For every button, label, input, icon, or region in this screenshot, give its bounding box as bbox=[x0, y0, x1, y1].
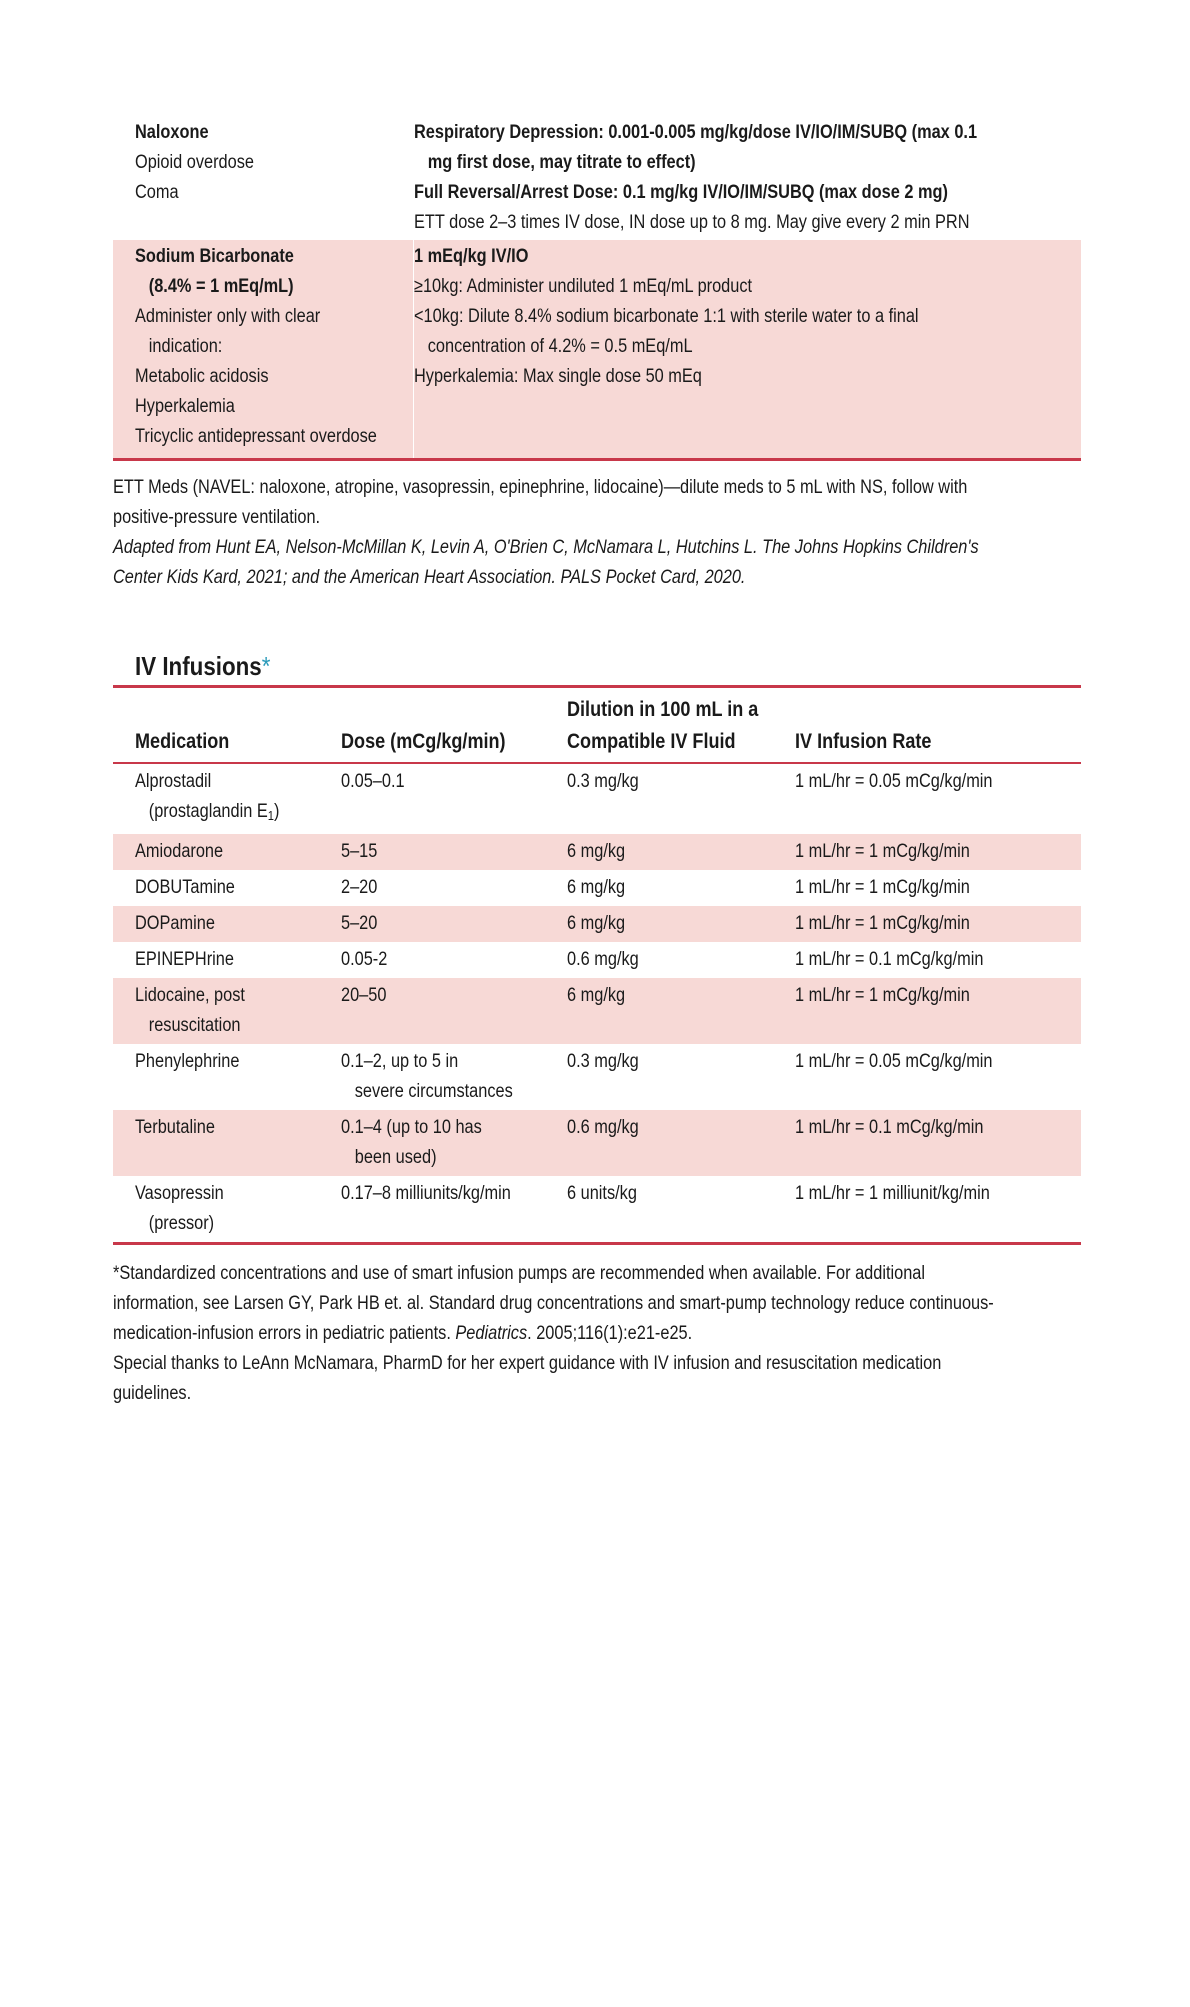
dilution-value: 0.6 mg/kg bbox=[567, 1117, 639, 1138]
dose-value: severe circumstances bbox=[354, 1081, 513, 1102]
indication: Metabolic acidosis bbox=[135, 366, 269, 387]
medication-name: Lidocaine, post bbox=[135, 985, 245, 1006]
dilution-value: 6 mg/kg bbox=[567, 877, 626, 898]
footnote-line: *Standardized concentrations and use of smart infusion pumps are recommended when available. For additional bbox=[113, 1263, 926, 1284]
indication: Hyperkalemia bbox=[135, 396, 235, 417]
medication-name: Vasopressin bbox=[135, 1183, 224, 1204]
column-header-medication: Medication bbox=[135, 730, 230, 753]
footnote-marker: * bbox=[261, 651, 271, 681]
table-row-sodium-bicarbonate bbox=[113, 240, 1081, 458]
dose-value: 5–15 bbox=[341, 841, 378, 862]
dose-text: Full Reversal/Arrest Dose: 0.1 mg/kg IV/IO/IM/SUBQ (max dose 2 mg) bbox=[414, 182, 948, 203]
medication-name: Alprostadil bbox=[135, 771, 212, 792]
dose-text: 1 mEq/kg IV/IO bbox=[414, 246, 529, 267]
ett-note-line: positive-pressure ventilation. bbox=[113, 507, 321, 528]
drug-name: Naloxone bbox=[135, 122, 209, 143]
dose-value: 0.17–8 milliunits/kg/min bbox=[341, 1183, 511, 1204]
table-row bbox=[113, 1044, 1081, 1110]
dose-value: 0.1–4 (up to 10 has bbox=[341, 1117, 482, 1138]
column-header-dose: Dose (mCg/kg/min) bbox=[341, 730, 506, 753]
indication: Coma bbox=[135, 182, 179, 203]
resuscitation-table bbox=[113, 118, 1081, 461]
medication-note: (pressor) bbox=[148, 1213, 215, 1234]
footnotes bbox=[113, 1259, 1081, 1409]
dose-value: 2–20 bbox=[341, 877, 378, 898]
column-header-dilution: Dilution in 100 mL in a bbox=[567, 698, 759, 721]
footnote-line: medication-infusion errors in pediatric patients. Pediatrics. 2005;116(1):e21-e25. bbox=[113, 1323, 693, 1344]
table-row bbox=[113, 764, 1081, 834]
table-header bbox=[113, 685, 1081, 762]
table-row bbox=[113, 1110, 1081, 1176]
medication-name: DOPamine bbox=[135, 913, 215, 934]
table-row bbox=[113, 906, 1081, 942]
page bbox=[113, 118, 1081, 1409]
table-row bbox=[113, 978, 1081, 1044]
table-row bbox=[113, 834, 1081, 870]
rate-value: 1 mL/hr = 0.05 mCg/kg/min bbox=[795, 1051, 993, 1072]
citation-line: Center Kids Kard, 2021; and the American Heart Association. PALS Pocket Card, 2020. bbox=[113, 567, 746, 588]
rate-value: 1 mL/hr = 0.1 mCg/kg/min bbox=[795, 1117, 984, 1138]
drug-name: Sodium Bicarbonate bbox=[135, 246, 294, 267]
medication-name: Amiodarone bbox=[135, 841, 224, 862]
rate-value: 1 mL/hr = 1 mCg/kg/min bbox=[795, 913, 970, 934]
dilution-value: 6 units/kg bbox=[567, 1183, 637, 1204]
medication-note: (prostaglandin $E_1$) bbox=[148, 801, 280, 823]
dose-value: 5–20 bbox=[341, 913, 378, 934]
column-header-dilution: Compatible IV Fluid bbox=[567, 730, 736, 753]
dilution-value: 0.6 mg/kg bbox=[567, 949, 639, 970]
medication-name: DOBUTamine bbox=[135, 877, 235, 898]
rate-value: 1 mL/hr = 1 milliunit/kg/min bbox=[795, 1183, 990, 1204]
table-row bbox=[113, 870, 1081, 906]
column-header-rate: IV Infusion Rate bbox=[795, 730, 932, 753]
footnote-line: information, see Larsen GY, Park HB et. al. Standard drug concentrations and smart-pump technology reduce continuous- bbox=[113, 1293, 994, 1314]
dose-value: 0.05-2 bbox=[341, 949, 388, 970]
dilution-value: 0.3 mg/kg bbox=[567, 1051, 639, 1072]
infusions-table bbox=[113, 685, 1081, 1245]
dilution-value: 0.3 mg/kg bbox=[567, 771, 639, 792]
medication-name: Terbutaline bbox=[135, 1117, 215, 1138]
dose-text: ≥10kg: Administer undiluted 1 mEq/mL product bbox=[414, 276, 753, 297]
footnote-line: Special thanks to LeAnn McNamara, PharmD for her expert guidance with IV infusion and resuscitation medication bbox=[113, 1353, 942, 1374]
footnote-line: guidelines. bbox=[113, 1383, 192, 1404]
dilution-value: 6 mg/kg bbox=[567, 913, 626, 934]
table-row bbox=[113, 1176, 1081, 1242]
indication: Opioid overdose bbox=[135, 152, 255, 173]
dilution-value: 6 mg/kg bbox=[567, 985, 626, 1006]
citation-line: Adapted from Hunt EA, Nelson-McMillan K, Levin A, O'Brien C, McNamara L, Hutchins L. The Johns Hopkins Children's bbox=[113, 537, 979, 558]
table-row bbox=[113, 942, 1081, 978]
rate-value: 1 mL/hr = 0.05 mCg/kg/min bbox=[795, 771, 993, 792]
table-bottom-rule bbox=[113, 458, 1081, 461]
table-bottom-rule bbox=[113, 1242, 1081, 1245]
medication-name: Phenylephrine bbox=[135, 1051, 240, 1072]
journal-name: Pediatrics bbox=[455, 1323, 528, 1344]
indication: Administer only with clear bbox=[135, 306, 321, 327]
dose-text: Respiratory Depression: 0.001-0.005 mg/kg/dose IV/IO/IM/SUBQ (max 0.1 bbox=[414, 122, 978, 143]
dilution-value: 6 mg/kg bbox=[567, 841, 626, 862]
section-title: IV Infusions* bbox=[135, 651, 271, 681]
medication-note: resuscitation bbox=[148, 1015, 241, 1036]
medication-name: EPINEPHrine bbox=[135, 949, 234, 970]
dose-text: mg first dose, may titrate to effect) bbox=[427, 152, 696, 173]
dose-value: 0.05–0.1 bbox=[341, 771, 405, 792]
table-row-naloxone bbox=[113, 118, 1081, 240]
dose-value: 20–50 bbox=[341, 985, 387, 1006]
rate-value: 1 mL/hr = 1 mCg/kg/min bbox=[795, 841, 970, 862]
dose-text: ETT dose 2–3 times IV dose, IN dose up to 8 mg. May give every 2 min PRN bbox=[414, 212, 970, 233]
rate-value: 1 mL/hr = 1 mCg/kg/min bbox=[795, 877, 970, 898]
indication: indication: bbox=[148, 336, 223, 357]
dose-text: concentration of 4.2% = 0.5 mEq/mL bbox=[427, 336, 693, 357]
drug-concentration: (8.4% = 1 mEq/mL) bbox=[148, 276, 294, 297]
ett-note bbox=[113, 473, 1081, 593]
dose-text: <10kg: Dilute 8.4% sodium bicarbonate 1:1 with sterile water to a final bbox=[414, 306, 919, 327]
dose-value: been used) bbox=[354, 1147, 437, 1168]
dose-text: Hyperkalemia: Max single dose 50 mEq bbox=[414, 366, 702, 387]
indication: Tricyclic antidepressant overdose bbox=[135, 426, 377, 447]
rate-value: 1 mL/hr = 0.1 mCg/kg/min bbox=[795, 949, 984, 970]
rate-value: 1 mL/hr = 1 mCg/kg/min bbox=[795, 985, 970, 1006]
dose-value: 0.1–2, up to 5 in bbox=[341, 1051, 459, 1072]
ett-note-line: ETT Meds (NAVEL: naloxone, atropine, vasopressin, epinephrine, lidocaine)—dilute meds to 5 mL with NS, follow with bbox=[113, 477, 968, 498]
